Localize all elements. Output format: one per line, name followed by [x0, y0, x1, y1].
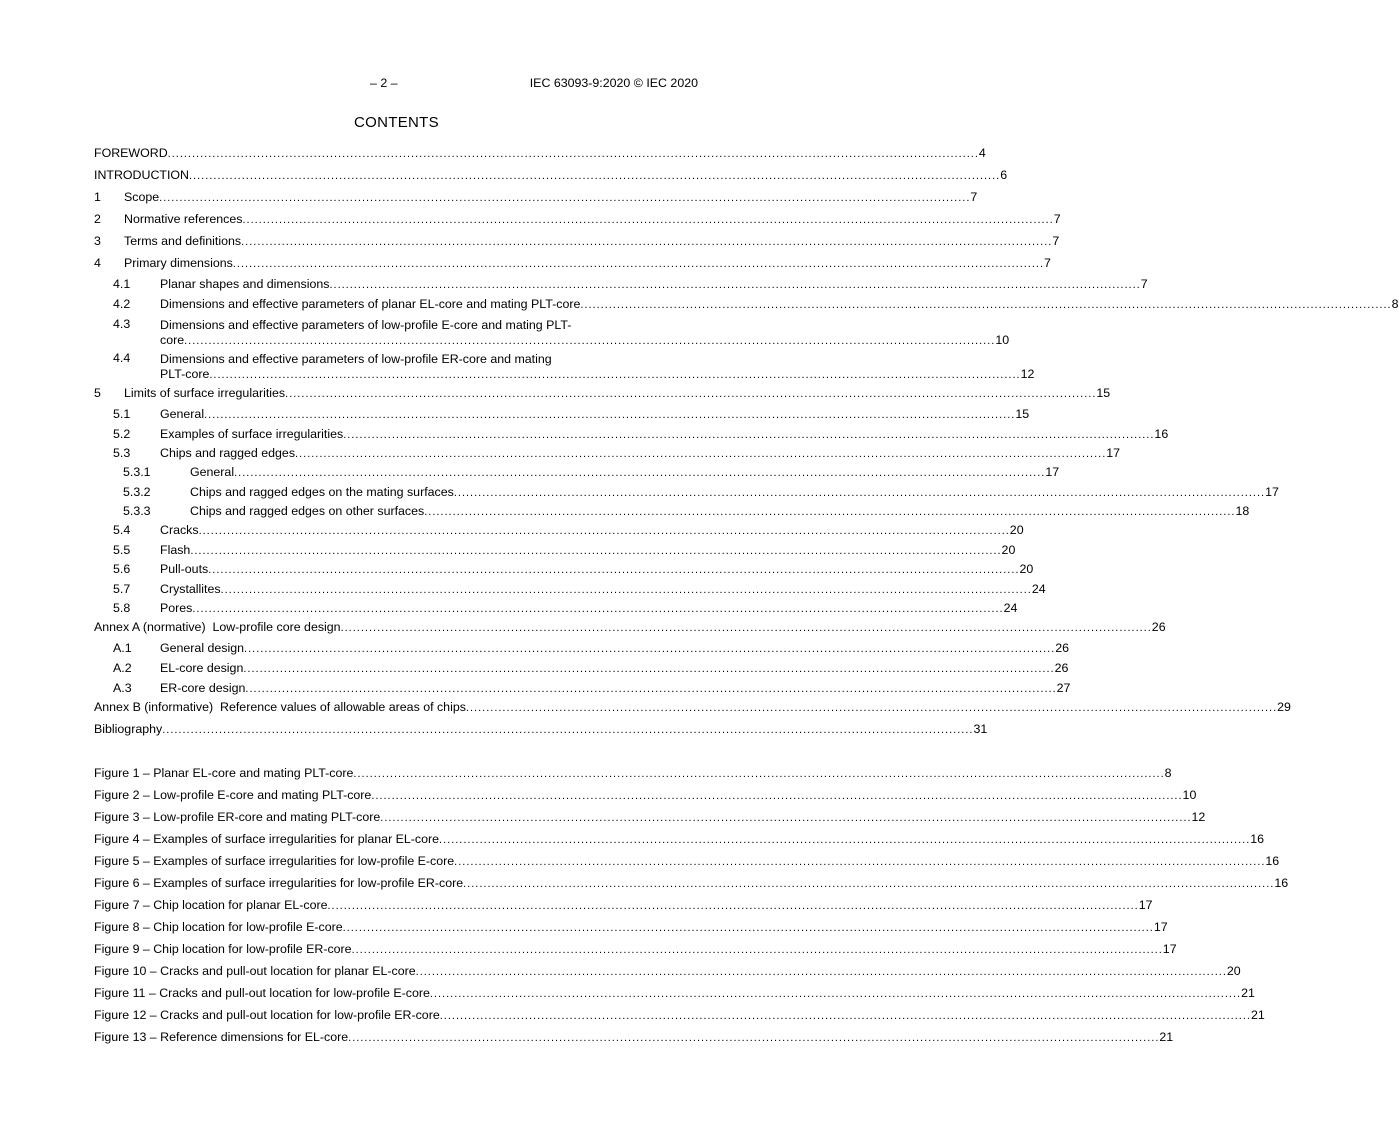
toc-entry-title: Chips and ragged edges [160, 446, 296, 460]
toc-entry-title: ER-core design [160, 681, 246, 695]
figure-page-number: 16 [1250, 832, 1265, 846]
toc-section-number: 4.2 [113, 297, 131, 311]
toc-entry-title-continued: core [160, 333, 185, 347]
toc-entry-title: Planar shapes and dimensions [160, 277, 330, 291]
figure-entry[interactable] [94, 788, 1197, 803]
toc-page-number: 20 [1019, 562, 1034, 576]
toc-page-number: 24 [1003, 601, 1018, 615]
toc-page-number: 4 [978, 146, 986, 160]
dot-leader: ........................................................................................................................................................................................................ [162, 724, 974, 736]
toc-entry[interactable] [94, 700, 1291, 715]
toc-section-number: 5.7 [113, 582, 131, 596]
figure-entry-title: Figure 1 – Planar EL-core and mating PLT-core [94, 766, 354, 780]
figure-entry[interactable] [94, 1008, 1265, 1023]
toc-section-number: 4 [94, 256, 101, 270]
toc-entry[interactable] [94, 407, 1030, 422]
dot-leader: ........................................................................................................................................................................................................ [429, 988, 1242, 1000]
dot-leader: ........................................................................................................................................................................................................ [463, 878, 1275, 890]
toc-entry-title: Examples of surface irregularities [160, 427, 344, 441]
toc-entry[interactable] [94, 386, 1111, 401]
toc-page-number: 12 [1020, 367, 1035, 381]
toc-page-number: 17 [1265, 485, 1279, 499]
toc-entry-title: Chips and ragged edges on the mating surfaces [190, 485, 454, 499]
toc-entry[interactable] [94, 601, 1018, 616]
toc-section-number: 4.4 [113, 351, 131, 365]
toc-page-number: 7 [1052, 234, 1060, 248]
toc-page-number: 24 [1031, 582, 1046, 596]
toc-page-number: 29 [1277, 700, 1291, 714]
dot-leader: ........................................................................................................................................................................................................ [159, 192, 971, 204]
dot-leader: ........................................................................................................................................................................................................ [208, 564, 1020, 576]
toc-page-number: 18 [1235, 504, 1250, 518]
dot-leader: ........................................................................................................................................................................................................ [343, 429, 1155, 441]
figure-entry[interactable] [94, 810, 1206, 825]
toc-section-number: 5.1 [113, 407, 131, 421]
toc-page-number: 10 [995, 333, 1010, 347]
toc-entry-title: Primary dimensions [124, 256, 233, 270]
dot-leader: ........................................................................................................................................................................................................ [241, 236, 1053, 248]
toc-section-number: 4.1 [113, 277, 131, 291]
dot-leader: ........................................................................................................................................................................................................ [244, 643, 1056, 655]
figure-entry-title: Figure 3 – Low-profile ER-core and mating PLT-core [94, 810, 381, 824]
toc-entry-title: FOREWORD [94, 146, 168, 160]
toc-entry[interactable] [94, 446, 1121, 461]
toc-section-number: 4.3 [113, 317, 131, 331]
document-id: IEC 63093-9:2020 © IEC 2020 [529, 76, 698, 90]
dot-leader: ........................................................................................................................................................................................................ [348, 1032, 1160, 1044]
toc-section-number: 2 [94, 212, 101, 226]
figure-page-number: 21 [1159, 1030, 1174, 1044]
figure-page-number: 10 [1182, 788, 1197, 802]
toc-entry-title: Dimensions and effective parameters of planar EL-core and mating PLT-core [160, 297, 581, 311]
toc-entry-title: Scope [124, 190, 160, 204]
toc-entry[interactable] [94, 351, 1035, 382]
toc-entry[interactable] [94, 582, 1046, 597]
dot-leader: ........................................................................................................................................................................................................ [380, 812, 1192, 824]
toc-entry-title: General design [160, 641, 245, 655]
toc-section-number: A.2 [113, 661, 132, 675]
dot-leader: ........................................................................................................................................................................................................ [184, 335, 996, 347]
figure-page-number: 21 [1250, 1008, 1265, 1022]
figure-entry[interactable] [94, 832, 1265, 847]
figure-page-number: 17 [1162, 942, 1177, 956]
toc-entry-title: Cracks [160, 523, 199, 537]
toc-entry[interactable] [94, 620, 1166, 635]
figure-page-number: 8 [1164, 766, 1172, 780]
toc-entry[interactable] [94, 212, 1061, 227]
toc-entry[interactable] [94, 562, 1034, 577]
figure-page-number: 21 [1241, 986, 1255, 1000]
page-title: CONTENTS [354, 114, 439, 131]
dot-leader: ........................................................................................................................................................................................................ [453, 487, 1266, 499]
figure-page-number: 16 [1274, 876, 1289, 890]
toc-page-number: 16 [1154, 427, 1169, 441]
figure-entry[interactable] [94, 854, 1280, 869]
toc-entry-title: Annex B (informative) Reference values of allowable areas of chips [94, 700, 466, 714]
toc-entry[interactable] [94, 168, 1008, 183]
dot-leader: ........................................................................................................................................................................................................ [198, 525, 1010, 537]
figure-entry-title: Figure 7 – Chip location for planar EL-core [94, 898, 328, 912]
figure-entry[interactable] [94, 1030, 1174, 1045]
figure-entry-title: Figure 2 – Low-profile E-core and mating PLT-core [94, 788, 372, 802]
dot-leader: ........................................................................................................................................................................................................ [371, 790, 1183, 802]
dot-leader: ........................................................................................................................................................................................................ [439, 834, 1251, 846]
figure-entry[interactable] [94, 920, 1168, 935]
toc-entry[interactable] [94, 277, 1148, 292]
toc-section-number: A.3 [113, 681, 132, 695]
toc-entry-title: Dimensions and effective parameters of low-profile ER-core and mating [160, 352, 552, 366]
toc-entry-title: Normative references [124, 212, 243, 226]
dot-leader: ........................................................................................................................................................................................................ [242, 214, 1054, 226]
figure-page-number: 17 [1138, 898, 1153, 912]
toc-section-number: 5.5 [113, 543, 131, 557]
toc-entry-title: Pull-outs [160, 562, 209, 576]
toc-page-number: 15 [1015, 407, 1030, 421]
dot-leader: ........................................................................................................................................................................................................ [465, 702, 1278, 714]
toc-entry[interactable] [94, 661, 1069, 676]
toc-page-number: 7 [1053, 212, 1061, 226]
toc-page-number: 31 [973, 722, 988, 736]
dot-leader: ........................................................................................................................................................................................................ [167, 148, 979, 160]
figure-entry[interactable] [94, 876, 1289, 891]
page-number: – 2 – [370, 76, 398, 90]
dot-leader: ........................................................................................................................................................................................................ [295, 448, 1107, 460]
dot-leader: ........................................................................................................................................................................................................ [329, 279, 1141, 291]
page-header [94, 76, 698, 92]
figure-entry[interactable] [94, 964, 1241, 979]
toc-section-number: 5.2 [113, 427, 131, 441]
toc-section-number: A.1 [113, 641, 132, 655]
toc-entry-title: Dimensions and effective parameters of low-profile E-core and mating PLT- [160, 318, 572, 332]
dot-leader: ........................................................................................................................................................................................................ [192, 603, 1004, 615]
dot-leader: ........................................................................................................................................................................................................ [189, 170, 1001, 182]
toc-entry[interactable] [94, 427, 1169, 442]
toc-entry[interactable] [94, 465, 1060, 480]
toc-page-number: 17 [1106, 446, 1121, 460]
toc-entry-title: INTRODUCTION [94, 168, 189, 182]
toc-section-number: 5.3 [113, 446, 131, 460]
toc-page-number: 8 [1391, 297, 1399, 311]
toc-entry-title: Crystallites [160, 582, 221, 596]
toc-entry[interactable] [94, 317, 1010, 348]
figure-entry[interactable] [94, 942, 1177, 957]
toc-entry[interactable] [94, 146, 986, 161]
dot-leader: ........................................................................................................................................................................................................ [340, 622, 1152, 634]
toc-entry[interactable] [94, 256, 1051, 271]
toc-page-number: 27 [1056, 681, 1071, 695]
toc-page-number: 26 [1151, 620, 1166, 634]
figure-entry-title: Figure 12 – Cracks and pull-out location for low-profile ER-core [94, 1008, 440, 1022]
toc-entry[interactable] [94, 543, 1016, 558]
figure-entry-title: Figure 4 – Examples of surface irregularities for planar EL-core [94, 832, 440, 846]
dot-leader: ........................................................................................................................................................................................................ [209, 369, 1021, 381]
toc-entry-title: General [190, 465, 235, 479]
toc-page-number: 6 [1000, 168, 1008, 182]
dot-leader: ........................................................................................................................................................................................................ [220, 584, 1032, 596]
toc-section-number: 1 [94, 190, 101, 204]
toc-entry[interactable] [94, 297, 1399, 312]
dot-leader: ........................................................................................................................................................................................................ [327, 900, 1139, 912]
figure-page-number: 17 [1153, 920, 1168, 934]
toc-page-number: 20 [1009, 523, 1024, 537]
toc-entry-title: Flash [160, 543, 191, 557]
figure-page-number: 20 [1226, 964, 1241, 978]
toc-entry-title: Annex A (normative) Low-profile core design [94, 620, 341, 634]
dot-leader: ........................................................................................................................................................................................................ [243, 663, 1055, 675]
toc-section-number: 5.4 [113, 523, 131, 537]
dot-leader: ........................................................................................................................................................................................................ [204, 409, 1016, 421]
toc-page-number: 15 [1096, 386, 1111, 400]
figure-entry-title: Figure 10 – Cracks and pull-out location for planar EL-core [94, 964, 416, 978]
toc-section-number: 5.8 [113, 601, 131, 615]
figure-entry-title: Figure 9 – Chip location for low-profile ER-core [94, 942, 352, 956]
figure-entry-title: Figure 6 – Examples of surface irregularities for low-profile ER-core [94, 876, 464, 890]
dot-leader: ........................................................................................................................................................................................................ [454, 856, 1266, 868]
toc-page-number: 7 [970, 190, 978, 204]
toc-entry-title: Bibliography [94, 722, 163, 736]
dot-leader: ........................................................................................................................................................................................................ [424, 506, 1236, 518]
toc-section-number: 5.6 [113, 562, 131, 576]
figure-page-number: 16 [1265, 854, 1280, 868]
toc-section-number: 5.3.2 [123, 485, 151, 499]
toc-page-number: 26 [1054, 661, 1069, 675]
dot-leader: ........................................................................................................................................................................................................ [342, 922, 1154, 934]
toc-entry-title: EL-core design [160, 661, 244, 675]
toc-entry[interactable] [94, 190, 978, 205]
dot-leader: ........................................................................................................................................................................................................ [285, 388, 1097, 400]
toc-page-number: 20 [1001, 543, 1016, 557]
dot-leader: ........................................................................................................................................................................................................ [580, 299, 1392, 311]
figure-entry-title: Figure 8 – Chip location for low-profile E-core [94, 920, 343, 934]
toc-section-number: 5.3.3 [123, 504, 151, 518]
toc-section-number: 5.3.1 [123, 465, 151, 479]
toc-page-number: 7 [1044, 256, 1051, 270]
figure-entry[interactable] [94, 766, 1172, 781]
dot-leader: ........................................................................................................................................................................................................ [439, 1010, 1251, 1022]
figure-entry[interactable] [94, 898, 1153, 913]
dot-leader: ........................................................................................................................................................................................................ [351, 944, 1163, 956]
dot-leader: ........................................................................................................................................................................................................ [245, 683, 1057, 695]
toc-entry-title: Terms and definitions [124, 234, 242, 248]
toc-entry-title: Pores [160, 601, 193, 615]
dot-leader: ........................................................................................................................................................................................................ [190, 545, 1002, 557]
toc-entry-title-continued: PLT-core [160, 367, 210, 381]
toc-entry[interactable] [94, 485, 1279, 500]
figure-page-number: 12 [1191, 810, 1206, 824]
dot-leader: ........................................................................................................................................................................................................ [415, 966, 1227, 978]
toc-entry-title: Limits of surface irregularities [124, 386, 286, 400]
dot-leader: ........................................................................................................................................................................................................ [234, 467, 1046, 479]
toc-page-number: 7 [1140, 277, 1148, 291]
dot-leader: ........................................................................................................................................................................................................ [353, 768, 1165, 780]
toc-section-number: 3 [94, 234, 101, 248]
toc-entry-title: General [160, 407, 205, 421]
toc-section-number: 5 [94, 386, 101, 400]
toc-entry-title: Chips and ragged edges on other surfaces [190, 504, 425, 518]
figure-entry-title: Figure 5 – Examples of surface irregularities for low-profile E-core [94, 854, 455, 868]
toc-entry[interactable] [94, 504, 1250, 519]
toc-entry[interactable] [94, 722, 988, 737]
toc-entry[interactable] [94, 641, 1070, 656]
toc-page-number: 17 [1045, 465, 1060, 479]
toc-entry[interactable] [94, 234, 1060, 249]
dot-leader: ........................................................................................................................................................................................................ [232, 258, 1045, 270]
figure-entry-title: Figure 11 – Cracks and pull-out location for low-profile E-core [94, 986, 430, 1000]
toc-entry[interactable] [94, 523, 1024, 538]
toc-entry[interactable] [94, 681, 1071, 696]
figure-entry[interactable] [94, 986, 1255, 1001]
figure-entry-title: Figure 13 – Reference dimensions for EL-core [94, 1030, 349, 1044]
toc-page-number: 26 [1055, 641, 1070, 655]
